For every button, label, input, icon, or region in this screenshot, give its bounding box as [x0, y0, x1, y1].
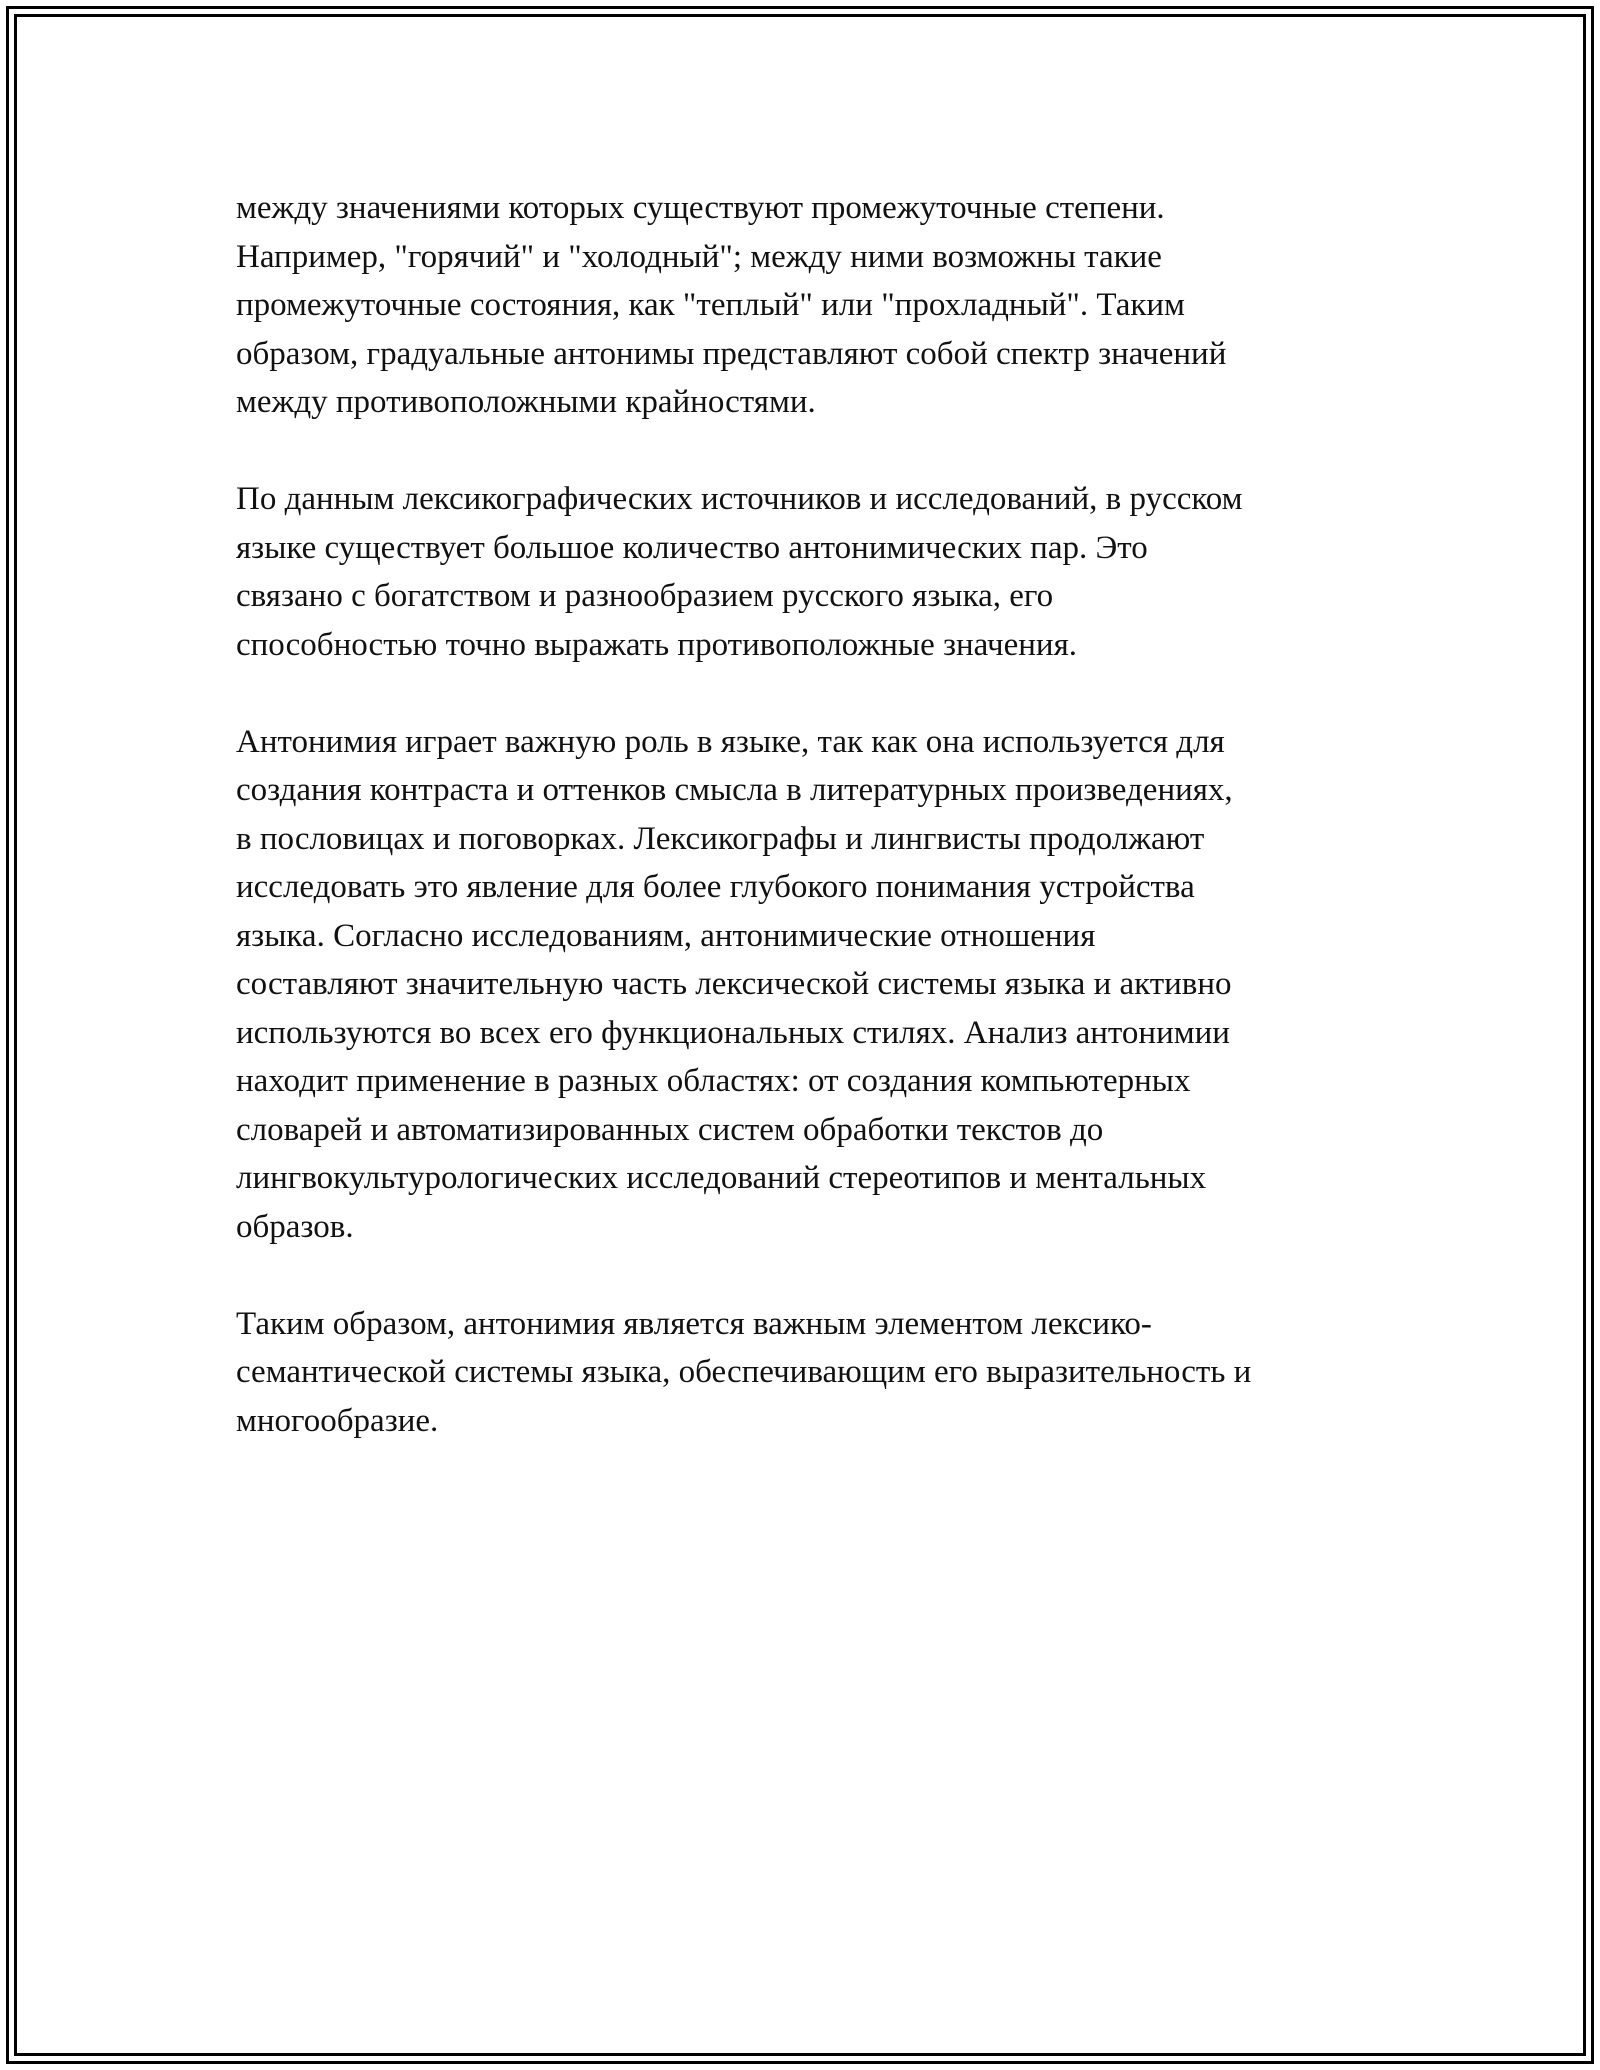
document-body [236, 184, 1376, 1494]
paragraph-gradual-antonyms: между значениями которых существуют промежуточные степени. Например, "горячий" и "холодный"; между ними возможны такие промежуточные состояния, как "теплый" или "прохладный". Таким образом, градуальные антонимы представляют собой спектр значений между противоположными крайностями. [236, 190, 1227, 420]
paragraph-conclusion: Таким образом, антонимия является важным элементом лексико- семантической системы языка, обеспечивающим его выразительность и многообразие. [236, 1305, 1252, 1439]
paragraph-role-of-antonymy: Антонимия играет важную роль в языке, так как она используется для создания контраста и оттенков смысла в литературных произведениях, в пословицах и поговорках. Лексикографы и лингвисты продолжают исследовать это явление для более глубокого понимания устройства языка. Согласно исследованиям, антонимические отношения составляют значительную часть лексической системы языка и активно используются во всех его функциональных стилях. Анализ антонимии находит применение в разных областях: от создания компьютерных словарей и автоматизированных систем обработки текстов до лингвокультурологических исследований стереотипов и ментальных образов. [236, 723, 1233, 1245]
paragraph-lexicographic-sources: По данным лексикографических источников и исследований, в русском языке существует большое количество антонимических пар. Это связано с богатством и разнообразием русского языка, его способностью точно выражать противоположные значения. [236, 481, 1243, 663]
